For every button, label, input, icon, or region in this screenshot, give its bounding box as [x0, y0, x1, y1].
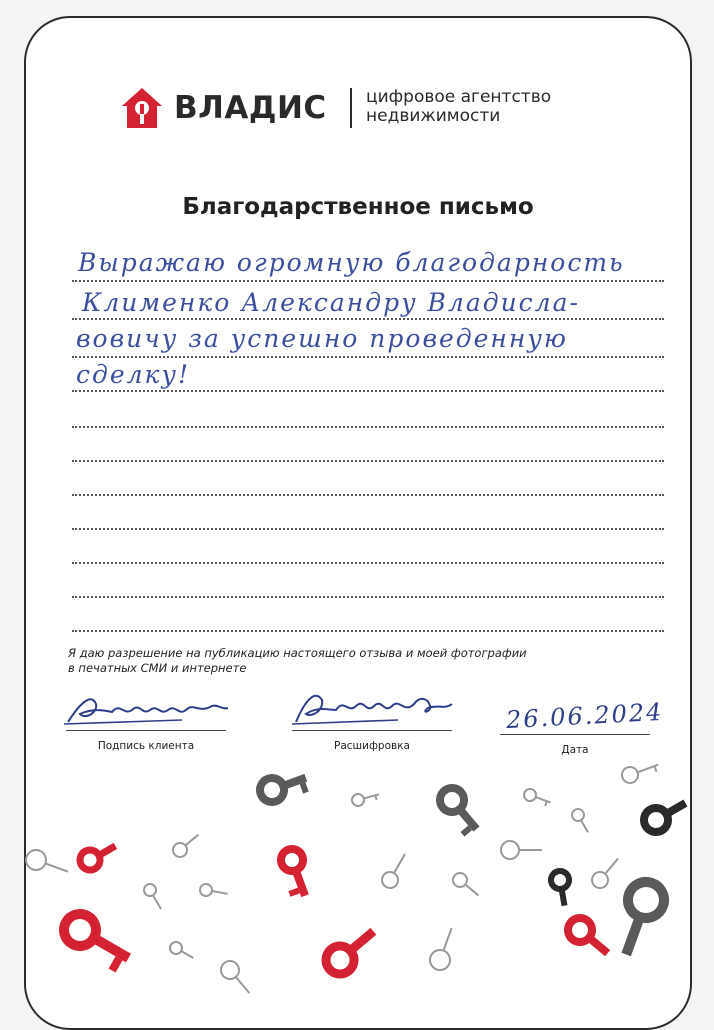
date-label: Дата — [561, 744, 589, 756]
dotted-line — [72, 562, 664, 564]
brand-name: ВЛАДИС — [174, 90, 327, 126]
handwritten-line-2: Клименко Александру Владисла- — [82, 288, 580, 317]
client-signature-line — [66, 730, 226, 731]
client-signature — [62, 690, 232, 730]
dotted-line — [72, 390, 664, 392]
letter-card — [24, 16, 692, 1030]
consent-line-2: в печатных СМИ и интернете — [68, 661, 247, 675]
dotted-line — [72, 460, 664, 462]
dotted-line — [72, 356, 664, 358]
dotted-line — [72, 280, 664, 282]
brand-tagline — [366, 88, 551, 126]
decoding-signature — [288, 688, 458, 730]
dotted-line — [72, 596, 664, 598]
letter-body — [72, 242, 664, 642]
logo-divider — [350, 88, 352, 128]
tagline-line-1: цифровое агентство — [366, 87, 552, 107]
logo — [120, 86, 640, 134]
dotted-line — [72, 630, 664, 632]
publication-consent — [68, 646, 608, 676]
dotted-line — [72, 426, 664, 428]
handwritten-line-3: вовичу за успешно проведенную — [76, 324, 568, 353]
consent-line-1: Я даю разрешение на публикацию настоящего отзыва и моей фотографии — [68, 646, 527, 660]
handwritten-line-1: Выражаю огромную благодарность — [78, 248, 625, 277]
dotted-line — [72, 528, 664, 530]
decoding-signature-label: Расшифровка — [333, 740, 410, 752]
dotted-line — [72, 318, 664, 320]
date-line — [500, 734, 650, 735]
letter-title: Благодарственное письмо — [182, 194, 534, 220]
handwritten-date: 26.06.2024 — [505, 697, 665, 735]
decoding-signature-line — [292, 730, 452, 731]
tagline-line-2: недвижимости — [366, 106, 501, 126]
handwritten-line-4: сделку! — [76, 360, 191, 389]
dotted-line — [72, 494, 664, 496]
house-key-icon — [120, 86, 164, 130]
client-signature-label: Подпись клиента — [97, 740, 195, 752]
